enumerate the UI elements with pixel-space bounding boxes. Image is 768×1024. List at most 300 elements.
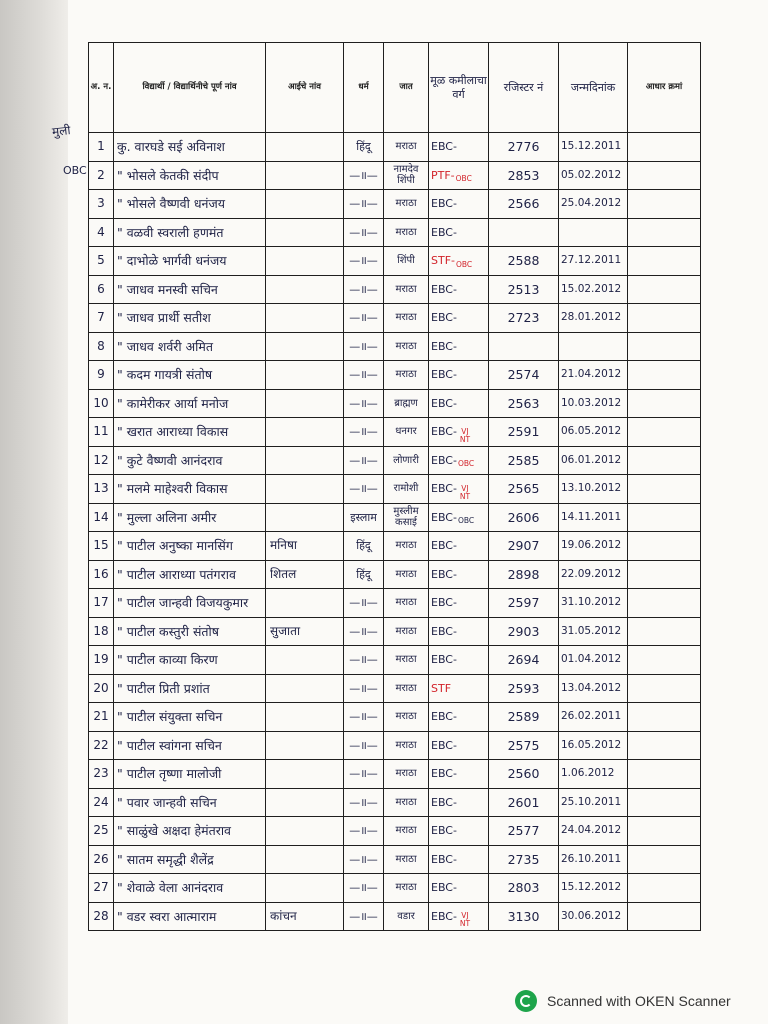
aadhaar-cell [628, 133, 701, 162]
birth-date-text: 06.05.2012 [561, 425, 622, 438]
register-number-text: 2565 [507, 481, 540, 497]
birth-date-text: 30.06.2012 [561, 909, 622, 922]
register-number-text: 2723 [507, 310, 540, 326]
student-name-cell [114, 161, 266, 190]
birth-date-cell [559, 361, 628, 390]
religion-cell [344, 475, 384, 504]
mother-name-cell [266, 332, 344, 361]
aadhaar-cell [628, 731, 701, 760]
caste-text: मराठा [395, 654, 417, 666]
student-name-text: " जाधव मनस्वी सचिन [117, 281, 218, 297]
birth-date-text: 21.04.2012 [561, 368, 622, 381]
category-main-text: EBC- [431, 225, 457, 239]
student-name-cell [114, 389, 266, 418]
serial-text: 28 [93, 908, 109, 923]
aadhaar-cell [628, 788, 701, 817]
register-number-text: 2606 [507, 509, 540, 525]
religion-text: —॥— [349, 824, 378, 838]
religion-text: —॥— [349, 425, 378, 439]
category-main-text: EBC- [431, 482, 457, 496]
serial-text: 27 [93, 880, 109, 895]
header-serial: अ. न. [89, 43, 114, 133]
student-name-text: " जाधव प्रार्थी सतीश [117, 310, 211, 326]
serial-cell [89, 874, 114, 903]
serial-text: 17 [93, 595, 109, 610]
register-number-cell [489, 902, 559, 931]
birth-date-cell [559, 161, 628, 190]
serial-cell [89, 674, 114, 703]
student-name-cell [114, 703, 266, 732]
student-name-cell [114, 731, 266, 760]
serial-cell [89, 275, 114, 304]
caste-cell [384, 304, 429, 333]
register-number-cell [489, 247, 559, 276]
religion-text: —॥— [349, 852, 378, 866]
register-number-cell [489, 874, 559, 903]
register-number-text: 2560 [507, 766, 540, 782]
serial-cell [89, 475, 114, 504]
category-cell [429, 703, 489, 732]
register-number-text: 2513 [507, 281, 540, 297]
category-main-text: EBC- [431, 140, 457, 154]
religion-cell [344, 788, 384, 817]
aadhaar-cell [628, 361, 701, 390]
table-row [89, 874, 701, 903]
category-note-text: VJ NT [459, 911, 471, 929]
birth-date-cell [559, 275, 628, 304]
serial-cell [89, 703, 114, 732]
register-number-cell [489, 190, 559, 219]
religion-text: —॥— [349, 596, 378, 610]
student-name-cell [114, 760, 266, 789]
religion-text: —॥— [349, 453, 378, 467]
table-row [89, 703, 701, 732]
category-cell [429, 674, 489, 703]
register-number-text: 2591 [507, 424, 540, 440]
mother-name-cell [266, 190, 344, 219]
student-name-text: " वडर स्वरा आत्माराम [117, 908, 217, 924]
birth-date-cell [559, 332, 628, 361]
religion-cell [344, 731, 384, 760]
aadhaar-cell [628, 532, 701, 561]
register-number-text: 2694 [507, 652, 540, 668]
mother-name-cell [266, 674, 344, 703]
religion-text: —॥— [349, 710, 378, 724]
aadhaar-cell [628, 161, 701, 190]
register-number-cell [489, 731, 559, 760]
aadhaar-cell [628, 475, 701, 504]
register-number-text: 2601 [507, 794, 540, 810]
category-cell [429, 218, 489, 247]
student-name-cell [114, 275, 266, 304]
category-main-text: EBC- [431, 624, 457, 638]
student-name-text: " वळवी स्वराली हणमंत [117, 224, 224, 240]
religion-cell [344, 560, 384, 589]
religion-cell [344, 389, 384, 418]
caste-text: मराठा [395, 540, 417, 552]
birth-date-text: 06.01.2012 [561, 453, 622, 466]
register-number-cell [489, 475, 559, 504]
religion-cell [344, 446, 384, 475]
student-name-text: " सातम समृद्धी शैलेंद्र [117, 851, 214, 867]
religion-text: —॥— [349, 282, 378, 296]
serial-text: 6 [97, 281, 105, 296]
table-row [89, 617, 701, 646]
category-cell [429, 133, 489, 162]
table-row [89, 845, 701, 874]
category-main-text: STF- [431, 254, 455, 268]
birth-date-text: 15.02.2012 [561, 282, 622, 295]
caste-text: मराठा [395, 312, 417, 324]
birth-date-text: 25.10.2011 [561, 795, 622, 808]
birth-date-cell [559, 475, 628, 504]
birth-date-text: 31.05.2012 [561, 624, 622, 637]
religion-text: —॥— [349, 881, 378, 895]
serial-text: 22 [93, 737, 109, 752]
caste-text: नामदेव शिंपी [393, 164, 419, 187]
register-number-cell [489, 532, 559, 561]
aadhaar-cell [628, 247, 701, 276]
category-cell [429, 361, 489, 390]
table-row [89, 275, 701, 304]
register-number-cell [489, 589, 559, 618]
aadhaar-cell [628, 503, 701, 532]
aadhaar-cell [628, 304, 701, 333]
mother-name-cell [266, 731, 344, 760]
aadhaar-cell [628, 190, 701, 219]
caste-cell [384, 161, 429, 190]
student-name-cell [114, 560, 266, 589]
religion-cell [344, 361, 384, 390]
scanner-watermark-text: Scanned with OKEN Scanner [547, 993, 731, 1009]
register-number-text: 2903 [507, 623, 540, 639]
serial-text: 3 [97, 196, 105, 211]
register-number-cell [489, 760, 559, 789]
student-name-text: " पाटील प्रिती प्रशांत [117, 680, 210, 696]
religion-text: इस्लाम [350, 510, 377, 524]
mother-name-cell [266, 874, 344, 903]
category-cell [429, 560, 489, 589]
religion-cell [344, 275, 384, 304]
mother-name-cell [266, 133, 344, 162]
student-name-cell [114, 332, 266, 361]
category-cell [429, 475, 489, 504]
register-number-cell [489, 304, 559, 333]
birth-date-text: 26.02.2011 [561, 710, 622, 723]
religion-text: —॥— [349, 653, 378, 667]
category-main-text: EBC- [431, 453, 457, 467]
table-row [89, 161, 701, 190]
serial-text: 9 [97, 367, 105, 382]
register-number-text: 2735 [507, 851, 540, 867]
student-name-text: " दाभोळे भार्गवी धनंजय [117, 253, 227, 269]
mother-name-cell [266, 247, 344, 276]
religion-cell [344, 674, 384, 703]
table-header [89, 43, 701, 133]
register-number-text: 2907 [507, 538, 540, 554]
table-row [89, 218, 701, 247]
category-main-text: EBC- [431, 738, 457, 752]
register-number-text: 2563 [507, 395, 540, 411]
category-main-text: EBC- [431, 653, 457, 667]
birth-date-text: 19.06.2012 [561, 539, 622, 552]
student-name-text: " पाटील आराध्या पतंगराव [117, 566, 236, 582]
religion-cell [344, 532, 384, 561]
student-name-cell [114, 218, 266, 247]
birth-date-cell [559, 560, 628, 589]
category-note-text: OBC [457, 459, 475, 469]
caste-text: मराठा [395, 597, 417, 609]
serial-text: 4 [97, 224, 105, 239]
serial-text: 19 [93, 652, 109, 667]
serial-cell [89, 389, 114, 418]
student-name-cell [114, 133, 266, 162]
birth-date-text: 10.03.2012 [561, 396, 622, 409]
caste-cell [384, 389, 429, 418]
student-name-text: " कुटे वैष्णवी आनंदराव [117, 452, 223, 468]
header-register-number: रजिस्टर नं [489, 43, 559, 133]
caste-cell [384, 788, 429, 817]
aadhaar-cell [628, 902, 701, 931]
religion-text: हिंदू [356, 567, 371, 581]
serial-text: 20 [93, 680, 109, 695]
register-number-text: 2776 [507, 139, 540, 155]
birth-date-cell [559, 731, 628, 760]
caste-text: मराठा [395, 682, 417, 694]
category-cell [429, 760, 489, 789]
religion-text: —॥— [349, 738, 378, 752]
register-number-text: 3130 [507, 908, 540, 924]
register-number-cell [489, 418, 559, 447]
category-cell [429, 845, 489, 874]
caste-cell [384, 560, 429, 589]
religion-text: —॥— [349, 909, 378, 923]
religion-text: —॥— [349, 254, 378, 268]
register-number-cell [489, 703, 559, 732]
register-number-text: 2574 [507, 367, 540, 383]
mother-name-cell [266, 275, 344, 304]
aadhaar-cell [628, 703, 701, 732]
caste-text: वडार [397, 910, 415, 922]
mother-name-cell [266, 646, 344, 675]
religion-cell [344, 133, 384, 162]
birth-date-cell [559, 646, 628, 675]
student-name-cell [114, 190, 266, 219]
table-row [89, 902, 701, 931]
religion-cell [344, 161, 384, 190]
register-number-cell [489, 361, 559, 390]
category-main-text: EBC- [431, 311, 457, 325]
register-number-text: 2853 [507, 167, 540, 183]
serial-text: 16 [93, 566, 109, 581]
caste-cell [384, 190, 429, 219]
category-main-text: EBC- [431, 368, 457, 382]
aadhaar-cell [628, 845, 701, 874]
caste-cell [384, 446, 429, 475]
religion-cell [344, 902, 384, 931]
aadhaar-cell [628, 218, 701, 247]
caste-text: ब्राह्मण [394, 397, 418, 409]
religion-text: —॥— [349, 624, 378, 638]
table-row [89, 760, 701, 789]
student-name-text: " पाटील काव्या किरण [117, 652, 218, 668]
birth-date-cell [559, 532, 628, 561]
birth-date-text: 13.04.2012 [561, 681, 622, 694]
table-row [89, 646, 701, 675]
caste-text: रामोशी [393, 483, 419, 495]
birth-date-cell [559, 389, 628, 418]
religion-text: —॥— [349, 311, 378, 325]
table-row [89, 332, 701, 361]
table-row [89, 532, 701, 561]
birth-date-text: 24.04.2012 [561, 824, 622, 837]
caste-text: मराठा [395, 796, 417, 808]
birth-date-cell [559, 304, 628, 333]
serial-text: 5 [97, 253, 105, 268]
religion-cell [344, 190, 384, 219]
register-number-cell [489, 817, 559, 846]
caste-text: मराठा [395, 625, 417, 637]
category-cell [429, 902, 489, 931]
serial-text: 18 [93, 623, 109, 638]
category-cell [429, 731, 489, 760]
mother-name-cell [266, 703, 344, 732]
category-note-text: VJ NT [459, 426, 471, 444]
caste-text: मराठा [395, 711, 417, 723]
birth-date-text: 26.10.2011 [561, 852, 622, 865]
register-number-cell [489, 446, 559, 475]
register-number-cell [489, 674, 559, 703]
register-number-cell [489, 332, 559, 361]
category-main-text: EBC- [431, 881, 457, 895]
register-number-text: 2593 [507, 680, 540, 696]
serial-cell [89, 161, 114, 190]
table-row [89, 389, 701, 418]
caste-cell [384, 532, 429, 561]
student-name-cell [114, 674, 266, 703]
oken-scanner-logo-icon [515, 990, 537, 1012]
religion-text: —॥— [349, 368, 378, 382]
aadhaar-cell [628, 646, 701, 675]
religion-text: —॥— [349, 482, 378, 496]
table-row [89, 503, 701, 532]
mother-name-cell [266, 788, 344, 817]
serial-text: 2 [97, 167, 105, 182]
mother-name-cell [266, 560, 344, 589]
religion-cell [344, 703, 384, 732]
serial-text: 7 [97, 310, 105, 325]
caste-text: लोणारी [393, 454, 419, 466]
aadhaar-cell [628, 874, 701, 903]
religion-cell [344, 418, 384, 447]
register-number-cell [489, 617, 559, 646]
mother-name-cell [266, 389, 344, 418]
serial-cell [89, 218, 114, 247]
caste-cell [384, 817, 429, 846]
table-row [89, 475, 701, 504]
student-name-cell [114, 788, 266, 817]
student-register-table [88, 42, 701, 931]
table-row [89, 788, 701, 817]
aadhaar-cell [628, 446, 701, 475]
caste-text: मराठा [395, 825, 417, 837]
category-note-text: OBC [456, 259, 473, 269]
caste-text: मराठा [395, 768, 417, 780]
category-main-text: EBC- [431, 425, 457, 439]
student-name-text: " पाटील संयुक्ता सचिन [117, 709, 223, 725]
register-number-text: 2588 [507, 253, 540, 269]
table-row [89, 304, 701, 333]
category-main-text: EBC- [431, 510, 457, 524]
header-mother-name: आईचे नांव [266, 43, 344, 133]
caste-text: मराठा [395, 369, 417, 381]
student-name-cell [114, 617, 266, 646]
mother-name-cell [266, 418, 344, 447]
mother-name-cell [266, 161, 344, 190]
birth-date-cell [559, 674, 628, 703]
religion-text: —॥— [349, 681, 378, 695]
student-name-text: " पाटील स्वांगना सचिन [117, 737, 222, 753]
table-row [89, 133, 701, 162]
serial-text: 12 [93, 452, 109, 467]
student-name-text: " खरात आराध्या विकास [117, 424, 229, 440]
caste-text: मुस्लीम कसाई [393, 506, 419, 529]
table-row [89, 674, 701, 703]
serial-cell [89, 503, 114, 532]
religion-text: हिंदू [356, 539, 371, 553]
student-name-cell [114, 817, 266, 846]
caste-text: शिंपी [397, 255, 415, 267]
student-name-cell [114, 902, 266, 931]
category-main-text: PTF- [431, 168, 455, 182]
caste-cell [384, 133, 429, 162]
category-cell [429, 161, 489, 190]
header-row [89, 43, 701, 133]
header-birth-date: जन्मदिनांक [559, 43, 628, 133]
category-main-text: EBC- [431, 824, 457, 838]
religion-cell [344, 332, 384, 361]
serial-cell [89, 190, 114, 219]
student-name-text: " पाटील तृष्णा मालोजी [117, 766, 222, 782]
caste-cell [384, 646, 429, 675]
category-main-text: EBC- [431, 567, 457, 581]
mother-name-cell [266, 845, 344, 874]
caste-cell [384, 902, 429, 931]
category-cell [429, 503, 489, 532]
mother-name-cell [266, 760, 344, 789]
category-cell [429, 617, 489, 646]
religion-cell [344, 304, 384, 333]
register-number-text: 2803 [507, 880, 540, 896]
religion-text: —॥— [349, 767, 378, 781]
caste-cell [384, 418, 429, 447]
caste-cell [384, 361, 429, 390]
mother-name-cell [266, 446, 344, 475]
serial-text: 23 [93, 766, 109, 781]
student-name-cell [114, 503, 266, 532]
register-number-text: 2898 [507, 566, 540, 582]
register-number-text: 2585 [507, 452, 540, 468]
student-name-text: " पवार जान्हवी सचिन [117, 794, 217, 810]
birth-date-text: 05.02.2012 [561, 168, 622, 181]
student-name-cell [114, 247, 266, 276]
caste-text: मराठा [395, 568, 417, 580]
table-row [89, 190, 701, 219]
category-cell [429, 646, 489, 675]
caste-cell [384, 332, 429, 361]
serial-cell [89, 646, 114, 675]
table-row [89, 589, 701, 618]
